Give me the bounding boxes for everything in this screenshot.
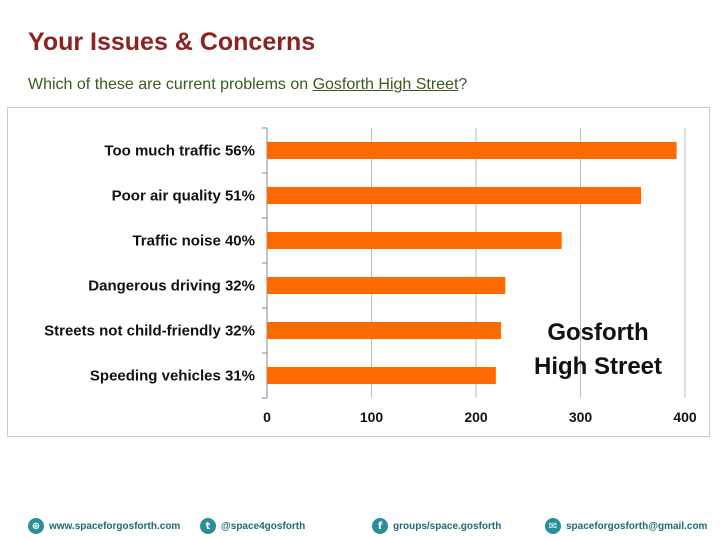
x-tick-label: 0 [263, 409, 271, 425]
twitter-icon: t [200, 518, 216, 534]
bar [267, 142, 677, 159]
annotation-line: High Street [533, 353, 663, 380]
bar-chart [8, 108, 711, 438]
bar [267, 277, 505, 294]
email-icon: ✉ [545, 518, 561, 534]
question-subtitle [28, 76, 467, 94]
category-label: Traffic noise 40% [132, 232, 255, 250]
category-label: Dangerous driving 32% [88, 277, 255, 295]
footer-email[interactable] [545, 518, 707, 534]
category-label: Poor air quality 51% [111, 187, 255, 205]
category-label: Streets not child-friendly 32% [44, 322, 255, 340]
subtitle-text: Which of these are current problems on [28, 76, 313, 93]
annotation-line: Gosforth [547, 319, 649, 346]
category-label: Speeding vehicles 31% [89, 367, 255, 385]
chart-frame [7, 107, 710, 437]
x-tick-label: 400 [673, 409, 697, 425]
footer-twitter-text[interactable]: @space4gosforth [221, 520, 306, 532]
footer-twitter[interactable] [200, 518, 305, 534]
globe-icon: ⊕ [28, 518, 44, 534]
bar [267, 232, 562, 249]
footer [0, 512, 720, 540]
footer-website-text[interactable]: www.spaceforgosforth.com [49, 520, 181, 532]
x-tick-label: 100 [359, 409, 384, 425]
bar [267, 322, 501, 339]
x-tick-label: 300 [568, 409, 593, 425]
subtitle-end: ? [458, 76, 468, 93]
footer-website[interactable] [28, 518, 180, 534]
page-title: Your Issues & Concerns [28, 28, 316, 56]
bar [267, 367, 496, 384]
high-street-link[interactable]: Gosforth High Street [312, 76, 459, 93]
facebook-icon: f [372, 518, 388, 534]
category-label: Too much traffic 56% [104, 142, 255, 160]
footer-email-text[interactable]: spaceforgosforth@gmail.com [566, 520, 708, 532]
footer-facebook-text[interactable]: groups/space.gosforth [393, 520, 502, 532]
bar [267, 187, 641, 204]
x-tick-label: 200 [464, 409, 488, 425]
footer-facebook[interactable] [372, 518, 501, 534]
